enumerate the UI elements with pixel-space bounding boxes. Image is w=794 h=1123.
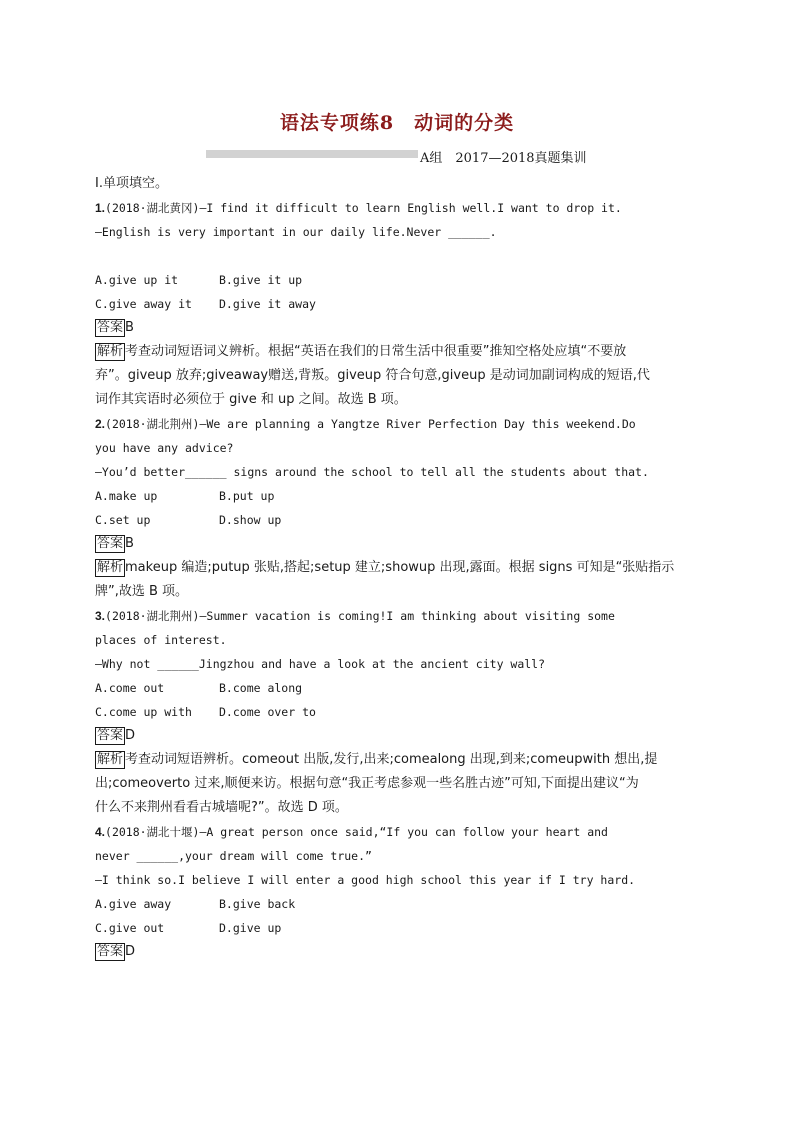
question-line: places of interest. [95, 633, 227, 647]
answer-row [95, 940, 705, 964]
analysis-line: 弃”。giveup 放弃;giveaway赠送,背叛。giveup 符合句意,giveup 是动词加副词构成的短语,代 [95, 368, 650, 383]
option-b: B.put up [219, 489, 275, 503]
options-row [95, 484, 705, 508]
question-line [95, 604, 705, 628]
analysis-block [95, 556, 705, 604]
question-line: —You’d better______ signs around the school to tell all the students about that. [95, 465, 649, 479]
option-a: A.make up [95, 489, 158, 503]
question-text: (2018·湖北十堰)—A great person once said,“If you can follow your heart and [105, 825, 608, 839]
question-text: (2018·湖北荆州)—We are planning a Yangtze River Perfection Day this weekend.Do [105, 417, 636, 431]
question-line: you have any advice? [95, 441, 234, 455]
analysis-tag: 解析 [97, 559, 124, 575]
analysis-line [95, 556, 705, 580]
analysis-text: 考查动词短语辨析。comeout 出版,发行,出来;comealong 出现,到来;comeupwith 想出,提 [125, 752, 658, 767]
options-row [95, 292, 705, 316]
question-text: (2018·湖北荆州)—Summer vacation is coming!I am thinking about visiting some [105, 609, 615, 623]
answer-row [95, 532, 705, 556]
analysis-line: 什么不来荆州看看古城墙呢?”。故选 D 项。 [95, 800, 348, 815]
question-line: —English is very important in our daily life.Never ______. [95, 225, 497, 239]
question-line [95, 820, 705, 844]
answer-row [95, 724, 705, 748]
question-3 [95, 604, 705, 820]
question-line: —Why not ______Jingzhou and have a look at the ancient city wall? [95, 657, 546, 671]
analysis-line [95, 340, 705, 364]
option-c: C.set up [95, 513, 151, 527]
option-b: B.come along [219, 681, 303, 695]
option-d: D.come over to [219, 705, 316, 719]
question-line: never ______,your dream will come true.” [95, 849, 372, 863]
analysis-tag: 解析 [97, 343, 124, 359]
analysis-line: 牌”,故选 B 项。 [95, 584, 189, 599]
analysis-block [95, 748, 705, 820]
exercise-content [95, 172, 705, 964]
answer-value: B [125, 536, 134, 551]
analysis-text: 考查动词短语词义辨析。根据“英语在我们的日常生活中很重要”推知空格处应填“不要放 [125, 344, 627, 359]
question-line [95, 412, 705, 436]
answer-tag: 答案 [97, 727, 124, 743]
options-row [95, 700, 705, 724]
question-1 [95, 196, 705, 412]
options-row [95, 268, 705, 292]
answer-value: D [125, 728, 136, 743]
option-c: C.come up with [95, 705, 192, 719]
answer-value: D [125, 944, 136, 959]
option-b: B.give it up [219, 273, 303, 287]
option-b: B.give back [219, 897, 296, 911]
answer-tag: 答案 [97, 535, 124, 551]
answer-tag: 答案 [97, 943, 124, 959]
question-line: —I think so.I believe I will enter a good high school this year if I try hard. [95, 873, 636, 887]
part-heading: Ⅰ.单项填空。 [95, 176, 168, 191]
option-a: A.come out [95, 681, 165, 695]
answer-tag: 答案 [97, 319, 124, 335]
option-d: D.show up [219, 513, 282, 527]
answer-row [95, 316, 705, 340]
question-2 [95, 412, 705, 604]
section-label: A组 2017—2018真题集训 [420, 151, 587, 166]
question-number: 1. [95, 201, 106, 215]
page-title: 语法专项练8 动词的分类 [279, 112, 515, 134]
question-4 [95, 820, 705, 964]
question-number: 2. [95, 417, 106, 431]
option-a: A.give away [95, 897, 172, 911]
options-row [95, 508, 705, 532]
option-d: D.give it away [219, 297, 316, 311]
options-row [95, 916, 705, 940]
analysis-line [95, 748, 705, 772]
option-d: D.give up [219, 921, 282, 935]
answer-value: B [125, 320, 134, 335]
option-c: C.give out [95, 921, 165, 935]
analysis-line: 词作其宾语时必须位于 give 和 up 之间。故选 B 项。 [95, 392, 407, 407]
options-row [95, 892, 705, 916]
section-bar [206, 150, 418, 158]
option-a: A.give up it [95, 273, 179, 287]
question-number: 4. [95, 825, 106, 839]
question-text: (2018·湖北黄冈)—I find it difficult to learn English well.I want to drop it. [105, 201, 622, 215]
options-row [95, 676, 705, 700]
question-line [95, 196, 705, 220]
analysis-block [95, 340, 705, 412]
option-c: C.give away it [95, 297, 192, 311]
analysis-text: makeup 编造;putup 张贴,搭起;setup 建立;showup 出现,露面。根据 signs 可知是“张贴指示 [125, 560, 675, 575]
analysis-tag: 解析 [97, 751, 124, 767]
analysis-line: 出;comeoverto 过来,顺便来访。根据句意“我正考虑参观一些名胜古迹”可知,下面提出建议“为 [95, 776, 639, 791]
question-number: 3. [95, 609, 106, 623]
